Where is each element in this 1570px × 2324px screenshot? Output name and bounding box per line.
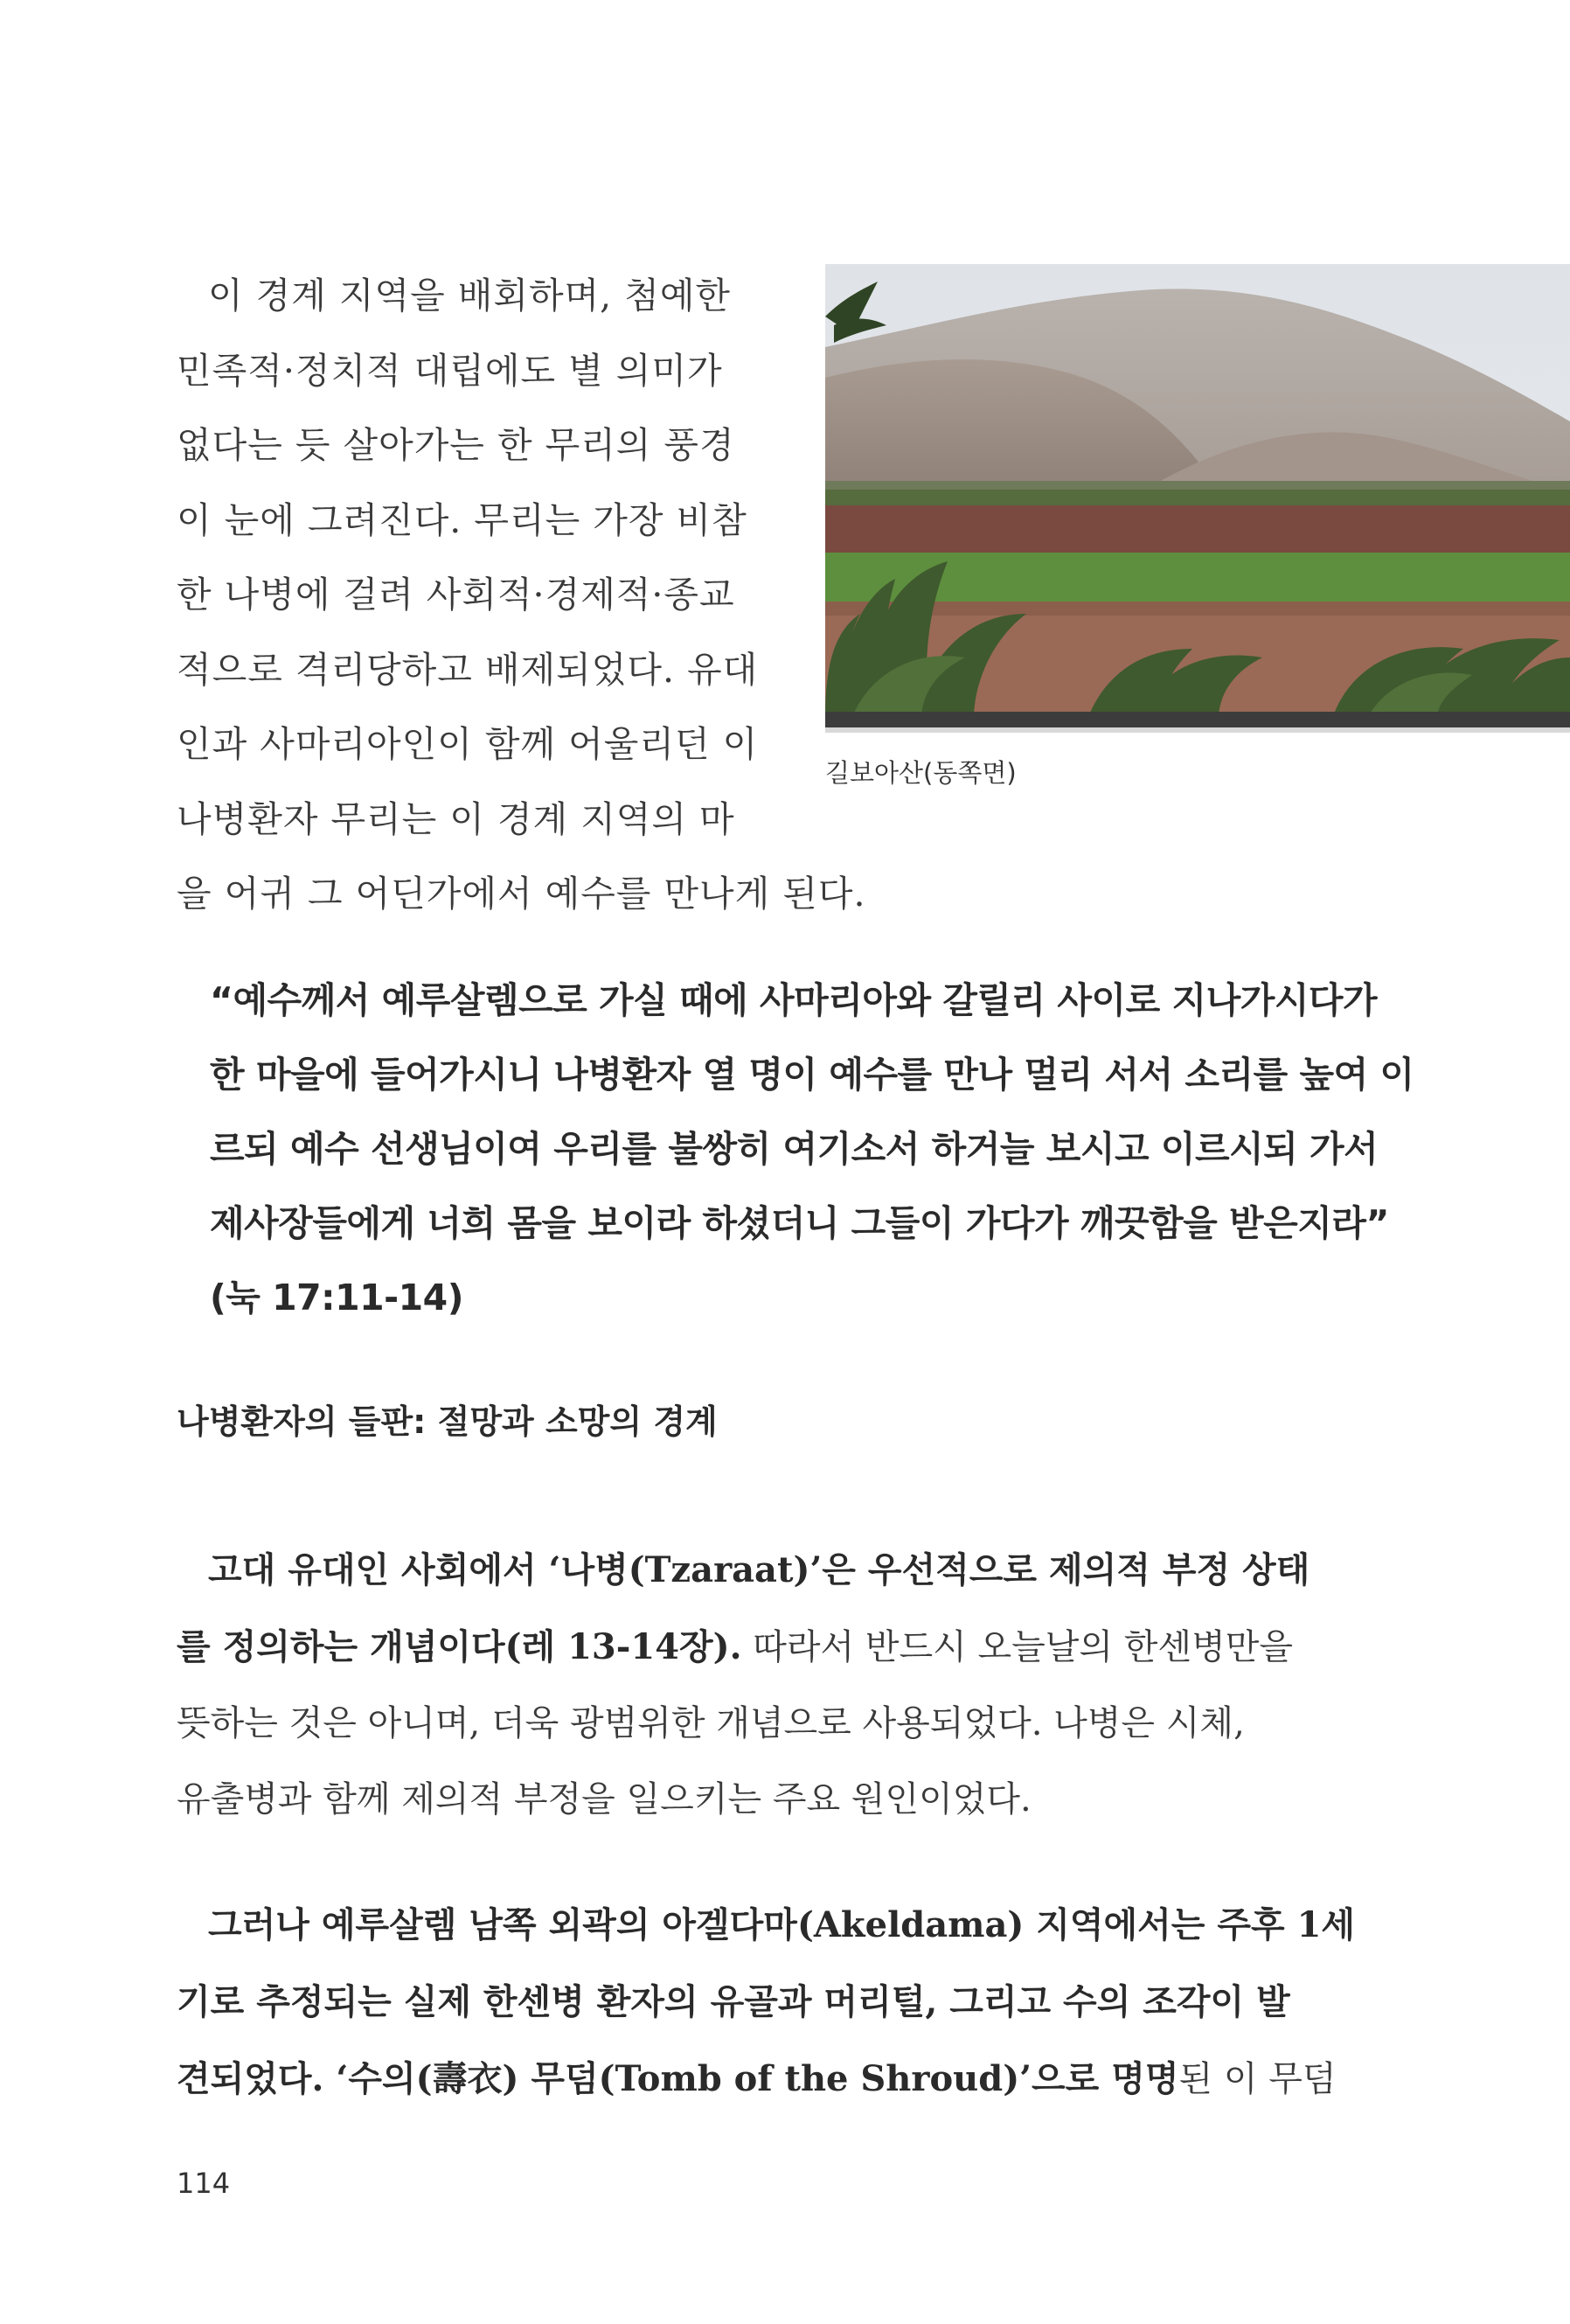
bold-text: 그러나 예루살렘 남쪽 외곽의 아겔다마(Akeldama) 지역에서는 주후 1세 (208, 1904, 1356, 1945)
intro-line: 없다는 듯 살아가는 한 무리의 풍경 (177, 424, 735, 466)
bold-text: 기로 추정되는 실제 한센병 환자의 유골과 머리털, 그리고 수의 조각이 발 (177, 1981, 1290, 2022)
quote-line: “예수께서 예루살렘으로 가실 때에 사마리아와 갈릴리 사이로 지나가시다가 (210, 979, 1378, 1021)
intro-line: 을 어귀 그 어딘가에서 예수를 만나게 된다. (177, 873, 866, 915)
quote-line: 르되 예수 선생님이여 우리를 불쌍히 여기소서 하거늘 보시고 이르시되 가서 (210, 1128, 1379, 1170)
landscape-photo (825, 264, 1570, 733)
bold-text: 고대 유대인 사회에서 ‘나병(Tzaraat)’은 우선적으로 제의적 부정 상태 (208, 1549, 1310, 1590)
paragraph-line: 유출병과 함께 제의적 부정을 일으키는 주요 원인이었다. (177, 1779, 1032, 1820)
bible-quote (210, 964, 1414, 1335)
body-paragraph-2 (177, 1887, 1374, 2118)
paragraph-line: 뜻하는 것은 아니며, 더욱 광범위한 개념으로 사용되었다. 나병은 시체, (177, 1703, 1245, 1743)
paragraph-line (177, 1964, 1374, 2041)
bold-text: 견되었다. ‘수의(壽衣) 무덤(Tomb of the Shroud)’으로 명명 (177, 2058, 1179, 2099)
intro-line: 이 경계 지역을 배회하며, 첨예한 (208, 275, 732, 317)
paragraph-line (177, 1609, 1374, 1686)
paragraph-line (177, 2041, 1374, 2118)
mountain-landscape-image (825, 264, 1570, 727)
intro-line: 인과 사마리아인이 함께 어울리던 이 (177, 723, 759, 765)
intro-line: 한 나병에 걸려 사회적·경제적·종교 (177, 574, 735, 616)
quote-reference: (눅 17:11-14) (210, 1277, 463, 1319)
section-heading: 나병환자의 들판: 절망과 소망의 경계 (177, 1402, 718, 1441)
intro-line: 나병환자 무리는 이 경계 지역의 마 (177, 797, 735, 840)
intro-paragraph (177, 259, 866, 932)
quote-line: 한 마을에 들어가시니 나병환자 열 명이 예수를 만나 멀리 서서 소리를 높여 이 (210, 1054, 1414, 1096)
quote-line: 제사장들에게 너희 몸을 보이라 하셨더니 그들이 가다가 깨끗함을 받은지라” (210, 1202, 1389, 1244)
intro-line: 적으로 격리당하고 배제되었다. 유대 (177, 648, 759, 691)
paragraph-line (177, 1532, 1374, 1609)
regular-text: 된 이 무덤 (1178, 2059, 1337, 2099)
intro-line: 민족적·정치적 대립에도 별 의미가 (177, 349, 723, 392)
page-number: 114 (177, 2167, 231, 2200)
body-paragraph-1 (177, 1532, 1374, 1838)
intro-line: 이 눈에 그려진다. 무리는 가장 비참 (177, 498, 747, 541)
photo-caption: 길보아산(동쪽면) (825, 758, 1017, 788)
regular-text: 따라서 반드시 오늘날의 한센병만을 (741, 1627, 1293, 1667)
paragraph-line (177, 1887, 1374, 1964)
bold-text: 를 정의하는 개념이다(레 13-14장). (177, 1626, 742, 1667)
